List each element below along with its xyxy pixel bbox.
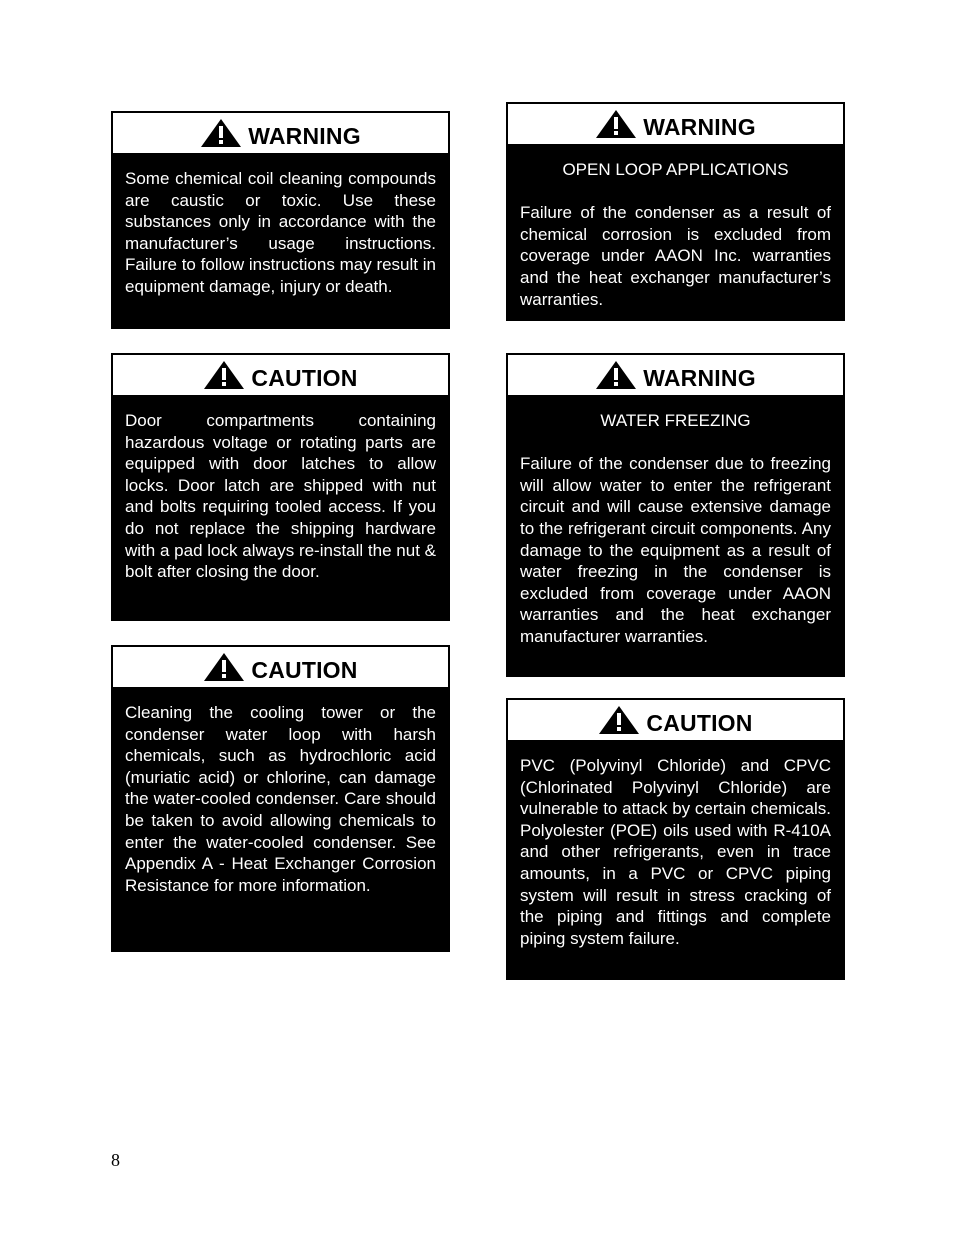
caution-box-door-compartments: [111, 353, 450, 621]
warning-triangle-icon: [200, 118, 242, 148]
warning-triangle-icon: [598, 705, 640, 735]
caution-box-cooling-tower: [111, 645, 450, 952]
warning-box-water-freezing: [506, 353, 845, 677]
warning-triangle-icon: [203, 652, 245, 682]
box-text: Cleaning the cooling tower or the condenser water loop with harsh chemicals, such as hydrochloric acid (muriatic acid) or chlorine, can damage the water-cooled condenser. Care should be taken to avoid allowing chemicals to enter the water-cooled condenser. See Appendix A - Heat Exchanger Corrosion Resistance for more information.: [125, 703, 436, 895]
box-header: [508, 700, 843, 740]
box-text: Failure of the condenser as a result of chemical corrosion is excluded from coverage under AAON Inc. warranties and the heat exchanger manufacturer’s warranties.: [520, 203, 831, 309]
warning-triangle-icon: [203, 360, 245, 390]
page-number: 8: [111, 1150, 120, 1170]
box-header: [508, 104, 843, 144]
warning-box-open-loop: [506, 102, 845, 321]
box-title: CAUTION: [251, 364, 358, 391]
box-subheading: WATER FREEZING: [600, 411, 751, 430]
box-header: [113, 647, 448, 687]
warning-triangle-icon: [595, 109, 637, 139]
caution-box-pvc-piping: [506, 698, 845, 980]
warning-triangle-icon: [595, 360, 637, 390]
box-header: [113, 113, 448, 153]
box-body: [508, 740, 843, 957]
box-title: WARNING: [643, 113, 756, 140]
warning-box-coil-cleaners: [111, 111, 450, 329]
box-body: [508, 395, 843, 656]
box-body: [113, 395, 448, 591]
box-text: PVC (Polyvinyl Chloride) and CPVC (Chlorinated Polyvinyl Chloride) are vulnerable to attack by certain chemicals. Polyolester (POE) oils used with R-410A and other refrigerants, even in trace amounts, in a PVC or CPVC piping system will result in stress cracking of the piping and fittings and complete piping system failure.: [520, 756, 831, 948]
box-body: [113, 153, 448, 306]
box-title: CAUTION: [646, 709, 753, 736]
box-title: CAUTION: [251, 656, 358, 683]
box-body: [508, 144, 843, 318]
box-header: [508, 355, 843, 395]
box-subheading: OPEN LOOP APPLICATIONS: [562, 160, 789, 179]
box-header: [113, 355, 448, 395]
box-text: Failure of the condenser due to freezing will allow water to enter the refrigerant circuit and will cause extensive damage to the refrigerant circuit components. Any damage to the equipment as a result of water freezing in the condenser is excluded from coverage under AAON warranties and the heat exchanger manufacturer warranties.: [520, 454, 831, 646]
box-body: [113, 687, 448, 904]
box-text: Some chemical coil cleaning compounds are caustic or toxic. Use these substances only in accordance with the manufacturer’s usage instructions. Failure to follow instructions may result in equipment damage, injury or death.: [125, 169, 436, 296]
box-title: WARNING: [248, 122, 361, 149]
box-text: Door compartments containing hazardous voltage or rotating parts are equipped with door latches to allow locks. Door latch are shipped with nut and bolts requiring tooled access. If you do not replace the shipping hardware with a pad lock always re-install the nut & bolt after closing the door.: [125, 411, 436, 582]
box-title: WARNING: [643, 364, 756, 391]
